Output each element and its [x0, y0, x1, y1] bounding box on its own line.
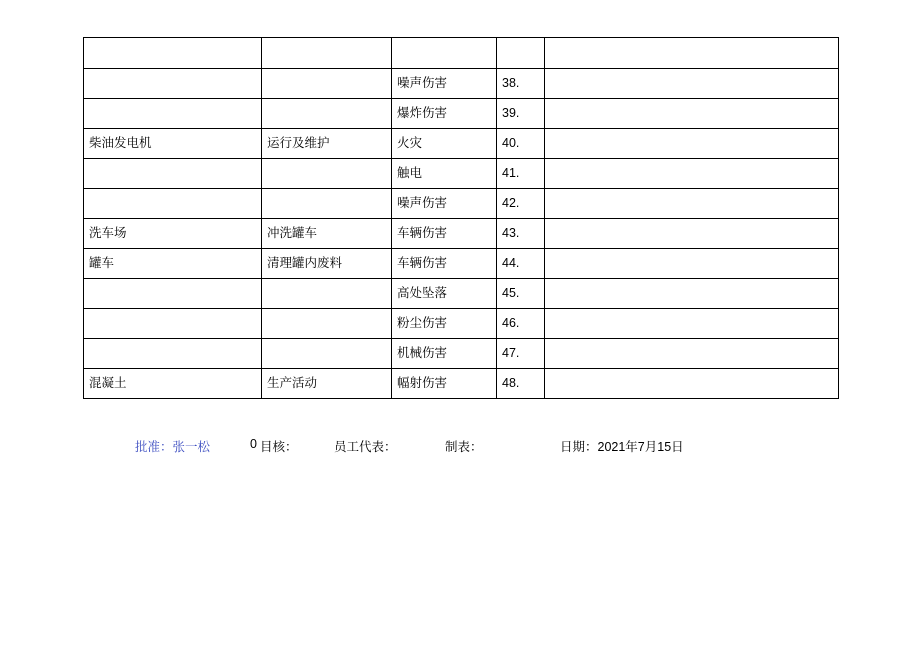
cell-number: 45.	[497, 279, 545, 309]
cell-number: 46.	[497, 309, 545, 339]
cell-equipment: 混凝土	[84, 369, 262, 399]
cell-number: 39.	[497, 99, 545, 129]
cell-measure	[545, 309, 839, 339]
risk-assessment-table	[83, 37, 839, 399]
header-cell-measure	[545, 38, 839, 69]
table-row	[84, 279, 839, 309]
cell-measure	[545, 99, 839, 129]
date-label: 日期：2021年7月15日	[560, 440, 684, 454]
cell-equipment	[84, 69, 262, 99]
table-row	[84, 159, 839, 189]
cell-measure	[545, 339, 839, 369]
cell-measure	[545, 219, 839, 249]
cell-equipment	[84, 99, 262, 129]
table-row	[84, 249, 839, 279]
cell-activity	[262, 69, 392, 99]
cell-measure	[545, 189, 839, 219]
cell-activity: 清理罐内废料	[262, 249, 392, 279]
cell-activity	[262, 309, 392, 339]
approver-label: 批准：张一松	[135, 440, 211, 454]
header-cell-hazard	[392, 38, 497, 69]
cell-measure	[545, 159, 839, 189]
cell-equipment	[84, 339, 262, 369]
cell-hazard: 机械伤害	[392, 339, 497, 369]
table-row	[84, 339, 839, 369]
cell-measure	[545, 249, 839, 279]
cell-equipment	[84, 279, 262, 309]
cell-hazard: 爆炸伤害	[392, 99, 497, 129]
cell-activity	[262, 159, 392, 189]
table-body	[84, 38, 839, 399]
cell-activity: 冲洗罐车	[262, 219, 392, 249]
employee-representative-label: 员工代表：	[334, 440, 397, 454]
table-row	[84, 129, 839, 159]
cell-activity	[262, 339, 392, 369]
cell-hazard: 高处坠落	[392, 279, 497, 309]
cell-equipment: 柴油发电机	[84, 129, 262, 159]
table-row	[84, 69, 839, 99]
cell-number: 43.	[497, 219, 545, 249]
cell-number: 38.	[497, 69, 545, 99]
cell-equipment: 洗车场	[84, 219, 262, 249]
cell-hazard: 粉尘伤害	[392, 309, 497, 339]
cell-hazard: 火灾	[392, 129, 497, 159]
cell-measure	[545, 279, 839, 309]
cell-hazard: 触电	[392, 159, 497, 189]
table-row	[84, 189, 839, 219]
cell-number: 41.	[497, 159, 545, 189]
cell-activity	[262, 99, 392, 129]
cell-measure	[545, 129, 839, 159]
cell-number: 48.	[497, 369, 545, 399]
header-cell-equipment	[84, 38, 262, 69]
cell-equipment	[84, 159, 262, 189]
cell-activity	[262, 189, 392, 219]
cell-number: 40.	[497, 129, 545, 159]
header-cell-activity	[262, 38, 392, 69]
preparer-label: 制表：	[445, 440, 483, 454]
table-row	[84, 369, 839, 399]
cell-number: 42.	[497, 189, 545, 219]
cell-activity: 生产活动	[262, 369, 392, 399]
cell-hazard: 噪声伤害	[392, 69, 497, 99]
signature-footer	[83, 437, 843, 457]
cell-equipment: 罐车	[84, 249, 262, 279]
cell-measure	[545, 69, 839, 99]
zero-marker: 0	[250, 437, 257, 451]
table-header-row	[84, 38, 839, 69]
cell-number: 44.	[497, 249, 545, 279]
cell-hazard: 车辆伤害	[392, 249, 497, 279]
cell-measure	[545, 369, 839, 399]
header-cell-number	[497, 38, 545, 69]
table-row	[84, 219, 839, 249]
cell-activity	[262, 279, 392, 309]
cell-hazard: 幅射伤害	[392, 369, 497, 399]
table-row	[84, 99, 839, 129]
cell-hazard: 噪声伤害	[392, 189, 497, 219]
table-row	[84, 309, 839, 339]
cell-number: 47.	[497, 339, 545, 369]
reviewer-label: 目核：	[260, 440, 298, 454]
cell-hazard: 车辆伤害	[392, 219, 497, 249]
cell-activity: 运行及维护	[262, 129, 392, 159]
cell-equipment	[84, 189, 262, 219]
cell-equipment	[84, 309, 262, 339]
